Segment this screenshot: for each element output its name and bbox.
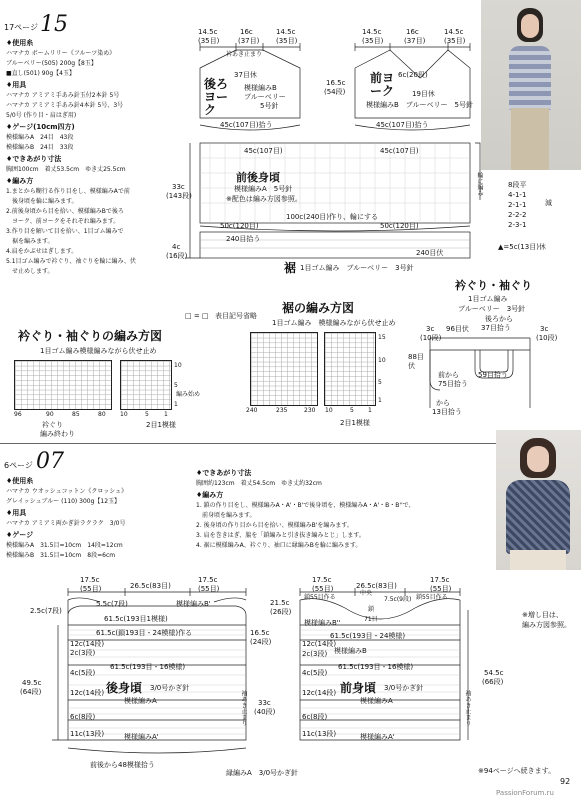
dim-label: 17.5c <box>312 576 332 584</box>
dim-label: 4c <box>172 243 181 251</box>
diagram-07 <box>0 440 581 800</box>
method-line: 1.まとから糊行る作り目をし、模様編みAで前 <box>6 188 130 195</box>
chain-label: 鎖55目作る <box>304 594 336 601</box>
center-label: 中央 <box>360 590 373 597</box>
yoke-desc: 模様編みB <box>244 84 277 92</box>
tool-line: 5/0号 (作り目・肩はぎ用) <box>6 112 77 119</box>
method-line: 5.1目ゴム編みで衿ぐり、袖ぐりを輪に編み、伏 <box>6 258 136 265</box>
neck-stop-label: 衿あき止まり <box>226 51 263 58</box>
pickup-label: 前後から48模様拾う <box>90 761 155 769</box>
yoke-sts-label: 37目休 <box>234 71 257 79</box>
col-label: 85 <box>72 411 80 418</box>
col-label: 96 <box>14 411 22 418</box>
gauge-line: 模様編みB 31.5目=10cm 8段=6cm <box>6 552 116 559</box>
gauge-heading: ♦ゲージ <box>6 531 34 539</box>
method-line: 3.作り目を解いて目を拾い、1目ゴム編みで <box>6 228 124 235</box>
row-label: 1 <box>174 401 178 408</box>
dim-label: (10段) <box>420 334 442 342</box>
neck-chart-grid-left <box>14 360 112 410</box>
gauge-line: 模様編みB 24目 33段 <box>6 144 74 151</box>
pattern-label: 模様編みB'' <box>304 619 341 627</box>
dim-label: 16c <box>406 28 419 36</box>
dim-label: (55目) <box>430 585 452 593</box>
size-heading: ♦できあがり寸法 <box>6 155 62 163</box>
dec-row: 2-3-1 <box>508 221 527 229</box>
body-desc: ※配色は編み方図参照。 <box>226 195 302 203</box>
material-line: ハマナカ ボームリリー《フルーツ染め》 <box>6 50 116 57</box>
dim-label: 54.5c <box>484 669 504 677</box>
dec-note: ▲=5c(13目)休 <box>498 243 546 251</box>
dim-label: (26段) <box>270 608 292 616</box>
dim-label: 6c(8段) <box>70 713 96 721</box>
col-label: 230 <box>304 407 316 414</box>
dim-label: (64段) <box>20 688 42 696</box>
col-label: 90 <box>46 411 54 418</box>
materials-heading: ♦使用糸 <box>6 477 34 485</box>
dim-label: 19目休 <box>412 90 435 98</box>
dim-label: 14.5c <box>198 28 218 36</box>
tools-heading: ♦用具 <box>6 81 27 89</box>
dim-label: 14.5c <box>444 28 464 36</box>
dim-label: (55目) <box>312 585 334 593</box>
repeat-label: 2目1模様 <box>340 419 370 427</box>
hem-desc: 1目ゴム編み ブルーベリー 3号針 <box>300 264 414 272</box>
dim-label: (37目) <box>238 37 260 45</box>
dim-label: 75目拾う <box>438 380 468 388</box>
dec-row: 2-2-2 <box>508 211 527 219</box>
neck-desc: ブルーベリー 3号針 <box>458 305 526 313</box>
dim-label: 伏 <box>408 362 415 370</box>
page-ref-15: 17ページ <box>4 23 39 32</box>
method-line: 前身頃を編みます。 <box>196 512 256 519</box>
yoke-desc: 5号針 <box>260 102 279 110</box>
dim-label: (37目) <box>404 37 426 45</box>
gauge-line: 模様編みA 24目 43段 <box>6 134 74 141</box>
repeat-label: 2目1模様 <box>146 421 176 429</box>
dim-label: 14.5c <box>362 28 382 36</box>
front-body-title: 前身頃 <box>340 681 377 695</box>
neck-desc: 1目ゴム編み <box>468 295 508 303</box>
dim-label: 14.5c <box>276 28 296 36</box>
method-line: 後身頃を輪に編みます。 <box>6 198 78 205</box>
dim-label: (66段) <box>482 678 504 686</box>
method-line: 4. 裾に模様編みA、衿ぐり、袖口に縁編みBを輪に編みます。 <box>196 542 362 549</box>
col-label: 1 <box>164 411 168 418</box>
dim-label: 4c(5段) <box>70 669 96 677</box>
materials-heading: ♦使用糸 <box>6 39 34 47</box>
tools-heading: ♦用具 <box>6 509 27 517</box>
pattern-number-15: 15 <box>40 12 68 37</box>
method-line: 1. 鎖の作り目をし、模様編みA・A'・B'で後身頃を、模様編みA・A'・B・B''で、 <box>196 502 415 509</box>
row-label: 1 <box>378 397 382 404</box>
chain-label: 鎖55目作る <box>416 594 448 601</box>
watermark: PassionForum.ru <box>496 789 554 797</box>
ring-label: 輪に編み <box>476 172 483 196</box>
pattern-number-07: 07 <box>36 449 64 474</box>
neck-chart-title: 衿ぐり・袖ぐりの編み方図 <box>18 329 163 343</box>
col-label: 10 <box>120 411 128 418</box>
method-line: 裾を編みます。 <box>6 238 54 245</box>
page-number: 92 <box>560 777 571 786</box>
method-line: 2.前後身頃から目を拾い、模様編みBで後ろ <box>6 208 124 215</box>
dim-label: 7.5c(9段) <box>384 596 412 603</box>
neck-title: 衿ぐり・袖ぐり <box>455 279 532 292</box>
dim-label: 6c(20段) <box>398 71 428 79</box>
gauge-line: 模様編みA 31.5目=10cm 14段=12cm <box>6 542 123 549</box>
increase-note: 編み方図参照。 <box>522 621 571 629</box>
body-desc: 模様編みA 5号針 <box>234 185 293 193</box>
dim-label: 12c(14段) <box>70 689 105 697</box>
dim-label: 45c(107目) <box>380 147 419 155</box>
dim-label: 61.5c(193目・16模様) <box>338 663 414 671</box>
dim-label: (55目) <box>198 585 220 593</box>
pattern-label: 模様編みA' <box>360 733 395 741</box>
row-label: 10 <box>174 362 182 369</box>
tool-line: ハマナカ アミアミ手あみ針玉付2本針 5号 <box>6 92 120 99</box>
col-label: 1 <box>368 407 372 414</box>
dim-label: 5.5c(7段) <box>96 600 128 608</box>
start-label: 編み始め <box>176 391 201 398</box>
row-label: 10 <box>378 357 386 364</box>
col-label: 10 <box>325 407 333 414</box>
body-title: 前後身頃 <box>236 171 280 184</box>
neck-chart-grid-right <box>120 360 172 410</box>
dim-label: (35目) <box>362 37 384 45</box>
method-heading: ♦編み方 <box>196 491 224 499</box>
dim-label: 11c(13段) <box>302 730 337 738</box>
dim-label: 4c(5段) <box>302 669 328 677</box>
dim-label: 61.5c(193目・24模様) <box>330 632 406 640</box>
size-line: 胸囲約123cm 着丈54.5cm ゆき丈約32cm <box>196 480 322 487</box>
hook-label: 3/0号かぎ針 <box>384 684 424 692</box>
gauge-heading: ♦ゲージ(10cm四方) <box>6 123 75 131</box>
method-heading: ♦編み方 <box>6 177 34 185</box>
increase-note: ※増し目は、 <box>522 611 563 619</box>
legend-symbol: □ = □ <box>185 312 209 320</box>
edging-label: 縁編みA 3/0号かぎ針 <box>226 769 299 777</box>
dim-label: 37目拾う <box>481 324 511 332</box>
dim-label: 61.5c(鎖193目・24模様)作る <box>96 629 193 637</box>
dim-label: 16c <box>240 28 253 36</box>
method-line: 2. 後身頃の作り目から目を拾い、模様編みB'を編みます。 <box>196 522 353 529</box>
cast-on-label: 100c(240目)作り、輪にする <box>286 213 379 221</box>
tool-line: ハマナカ アミアミ両かぎ針ラクラク 3/0号 <box>6 520 126 527</box>
dim-label: 21.5c <box>270 599 290 607</box>
back-yoke-title: 後ろヨーク <box>204 77 229 118</box>
dim-label: (10段) <box>536 334 558 342</box>
dim-label: 16.5c <box>326 79 346 87</box>
hem-chart-grid-left <box>250 332 318 406</box>
dim-label: 2c(3段) <box>302 650 328 658</box>
col-label: 5 <box>350 407 354 414</box>
dec-row: 2-1-1 <box>508 201 527 209</box>
col-label: 240 <box>246 407 258 414</box>
hem-chart-grid-right <box>324 332 376 406</box>
dim-label: 17.5c <box>430 576 450 584</box>
material-line: ■直し(501) 90g【4玉】 <box>6 70 75 77</box>
dim-label: 26.5c(83目) <box>356 582 397 590</box>
dim-label: (54段) <box>324 88 346 96</box>
neck-chart-sub: 1目ゴム編み模様編みながら伏せ止め <box>40 347 157 355</box>
material-line: グレイッシュブルー (110) 300g【12玉】 <box>6 498 121 505</box>
bindoff-label: 240目伏 <box>416 249 444 257</box>
dim-label: (55目) <box>80 585 102 593</box>
neck-note: 衿ぐり <box>42 421 63 429</box>
dim-label: 3c <box>540 325 549 333</box>
dim-label: 17.5c <box>198 576 218 584</box>
dim-label: 2.5c(7段) <box>30 607 62 615</box>
legend-text: 表目記号省略 <box>215 312 257 320</box>
neck-note: 編み終わり <box>40 430 75 438</box>
dim-label: 50c(120目) <box>220 222 259 230</box>
dec-row: 8段平 <box>508 181 527 189</box>
dim-label: 61.5c(193目1模様) <box>104 615 168 623</box>
dim-label: 後ろから <box>485 315 513 323</box>
material-line: ハマナカ ウオッシュコットン《クロッシェ》 <box>6 488 128 495</box>
back-body-title: 後身頃 <box>106 681 143 695</box>
chain-label: 71目 <box>364 616 378 623</box>
pattern-label: 模様編みA <box>124 697 157 705</box>
continued-note: ※94ページへ続きます。 <box>478 767 556 775</box>
dim-label: 11c(13段) <box>70 730 105 738</box>
dim-label: 6c(8段) <box>302 713 328 721</box>
dim-label: 61.5c(193目・16模様) <box>110 663 186 671</box>
dim-label: 17.5c <box>80 576 100 584</box>
dim-label: (35目) <box>444 37 466 45</box>
dim-label: (143段) <box>166 192 192 200</box>
row-label: 15 <box>378 334 386 341</box>
col-label: 5 <box>145 411 149 418</box>
pattern-label: 模様編みA' <box>124 733 159 741</box>
size-heading: ♦できあがり寸法 <box>196 469 252 477</box>
chain-label: 鎖 <box>368 606 375 613</box>
dim-label: 3c <box>426 325 435 333</box>
dim-label: 33c <box>172 183 185 191</box>
col-label: 235 <box>276 407 288 414</box>
yoke-desc: 模様編みB ブルーベリー 5号針 <box>366 101 473 109</box>
dim-label: 12c(14段) <box>302 640 337 648</box>
dim-label: 88目 <box>408 353 424 361</box>
pattern-label: 模様編みA <box>360 697 393 705</box>
dim-label: (16段) <box>166 252 188 260</box>
pickup-label: 45c(107目)拾う <box>376 121 429 129</box>
pickup-label: 45c(107目)拾う <box>220 121 273 129</box>
row-label: 5 <box>378 379 382 386</box>
dim-label: 33c <box>258 699 271 707</box>
size-line: 胸囲100cm 着丈53.5cm ゆき丈25.5cm <box>6 166 126 173</box>
hem-chart-title: 裾の編み方図 <box>282 301 355 315</box>
dim-label: 16.5c <box>250 629 270 637</box>
dec-row: 4-1-1 <box>508 191 527 199</box>
method-line: ヨーク、前ヨークをそれぞれ編みます。 <box>6 218 120 225</box>
col-label: 80 <box>98 411 106 418</box>
material-line: ブルーベリー(505) 200g【8玉】 <box>6 60 97 67</box>
page-ref-07: 6ページ <box>4 461 33 470</box>
row-label: 5 <box>174 382 178 389</box>
dim-label: 59目拾う <box>478 371 508 379</box>
pattern-label: 模様編みB <box>334 647 367 655</box>
sleeve-stop-label: 袖あき止まり <box>464 690 471 726</box>
dim-label: (24段) <box>250 638 272 646</box>
hem-chart-sub: 1目ゴム編み 模様編みながら伏せ止め <box>272 319 396 327</box>
dim-label: 2c(3段) <box>70 649 96 657</box>
pattern-label: 模様編みB' <box>176 600 211 608</box>
dim-label: 49.5c <box>22 679 42 687</box>
dim-label: 50c(120目) <box>380 222 419 230</box>
method-line: せ止めします。 <box>6 268 54 275</box>
front-yoke-title: 前ヨーク <box>370 71 395 99</box>
dim-label: 45c(107目) <box>244 147 283 155</box>
dim-label: 12c(14段) <box>70 640 105 648</box>
dim-label: 12c(14段) <box>302 689 337 697</box>
tool-line: ハマナカ アミアミ手あみ針4本針 5号、3号 <box>6 102 124 109</box>
method-line: 3. 肩を巻きはぎ、脇を「鎖編みと引き抜き編みとじ」します。 <box>196 532 365 539</box>
yoke-desc: ブルーベリー <box>244 93 286 101</box>
dim-label: (40段) <box>254 708 276 716</box>
dim-label: 13目拾う <box>432 408 462 416</box>
pickup-label: 240目拾う <box>226 235 261 243</box>
method-line: 4.肩をかぶせはぎします。 <box>6 248 78 255</box>
dim-label: 26.5c(83目) <box>130 582 171 590</box>
dec-label: 減 <box>545 199 552 207</box>
dim-label: 96目伏 <box>446 325 469 333</box>
hem-title: 裾 <box>284 261 297 275</box>
hook-label: 3/0号かぎ針 <box>150 684 190 692</box>
dim-label: (35目) <box>198 37 220 45</box>
dim-label: (35目) <box>276 37 298 45</box>
sleeve-stop-label: 袖あき止まり <box>240 690 247 726</box>
dim-label: から <box>436 399 450 407</box>
dim-label: 前から <box>438 371 459 379</box>
